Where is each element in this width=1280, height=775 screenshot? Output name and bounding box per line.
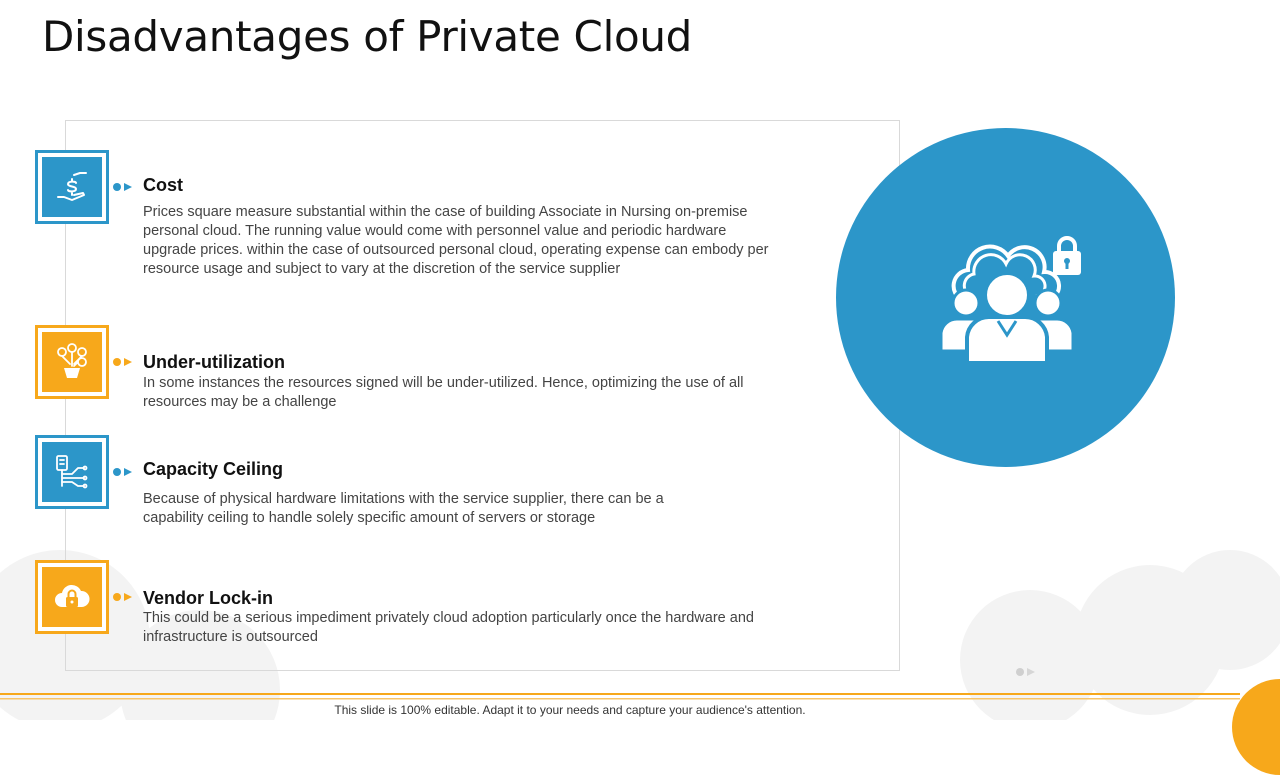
item-under-utilization (35, 325, 810, 415)
capacity-ceiling-text: Because of physical hardware limitations with the service supplier, there can be a capability ceiling to handle solely specific amount of servers or storage (143, 491, 664, 526)
under-utilization-title: Under-utilization (143, 352, 285, 372)
cloud-lock-icon (52, 577, 92, 617)
under-utilization-text: In some instances the resources signed will be under-utilized. Hence, optimizing the use of all resources may be a challenge (143, 375, 744, 410)
footer-note: This slide is 100% editable. Adapt it to your needs and capture your audience's attention. (334, 703, 806, 717)
capacity-ceiling-title: Capacity Ceiling (143, 459, 284, 479)
capacity-ceiling-bullet (112, 467, 134, 477)
hero-circle (836, 128, 1175, 467)
page-title: Disadvantages of Private Cloud (42, 12, 693, 61)
cost-bullet (112, 182, 134, 192)
people-cloud-lock-icon (926, 218, 1086, 378)
frame-end-dots (1015, 666, 1039, 678)
vendor-lock-in-title: Vendor Lock-in (143, 588, 274, 608)
plant-pot-icon (52, 342, 92, 382)
item-vendor-lock-in (35, 560, 805, 655)
vendor-lock-in-icon-box (35, 560, 109, 634)
cost-icon-box (35, 150, 109, 224)
bottom-divider-lines (0, 691, 1240, 703)
money-hand-icon (52, 167, 92, 207)
item-cost (35, 150, 805, 300)
item-capacity-ceiling (35, 435, 805, 535)
cost-text: Prices square measure substantial within the case of building Associate in Nursing on-premise personal cloud. The running value would come with personnel value and periodic hardware upgrade prices. within the case of outsourced personal cloud, operating expense can embody per resource usage and subject to vary at the discretion of the service supplier (143, 204, 769, 277)
vendor-lock-in-bullet (112, 592, 134, 602)
under-utilization-icon-box (35, 325, 109, 399)
usb-circuit-icon (52, 452, 92, 492)
cost-title: Cost (143, 175, 183, 195)
under-utilization-bullet (112, 357, 134, 367)
capacity-ceiling-icon-box (35, 435, 109, 509)
vendor-lock-in-text: This could be a serious impediment privately cloud adoption particularly once the hardware and infrastructure is outsourced (143, 610, 754, 645)
